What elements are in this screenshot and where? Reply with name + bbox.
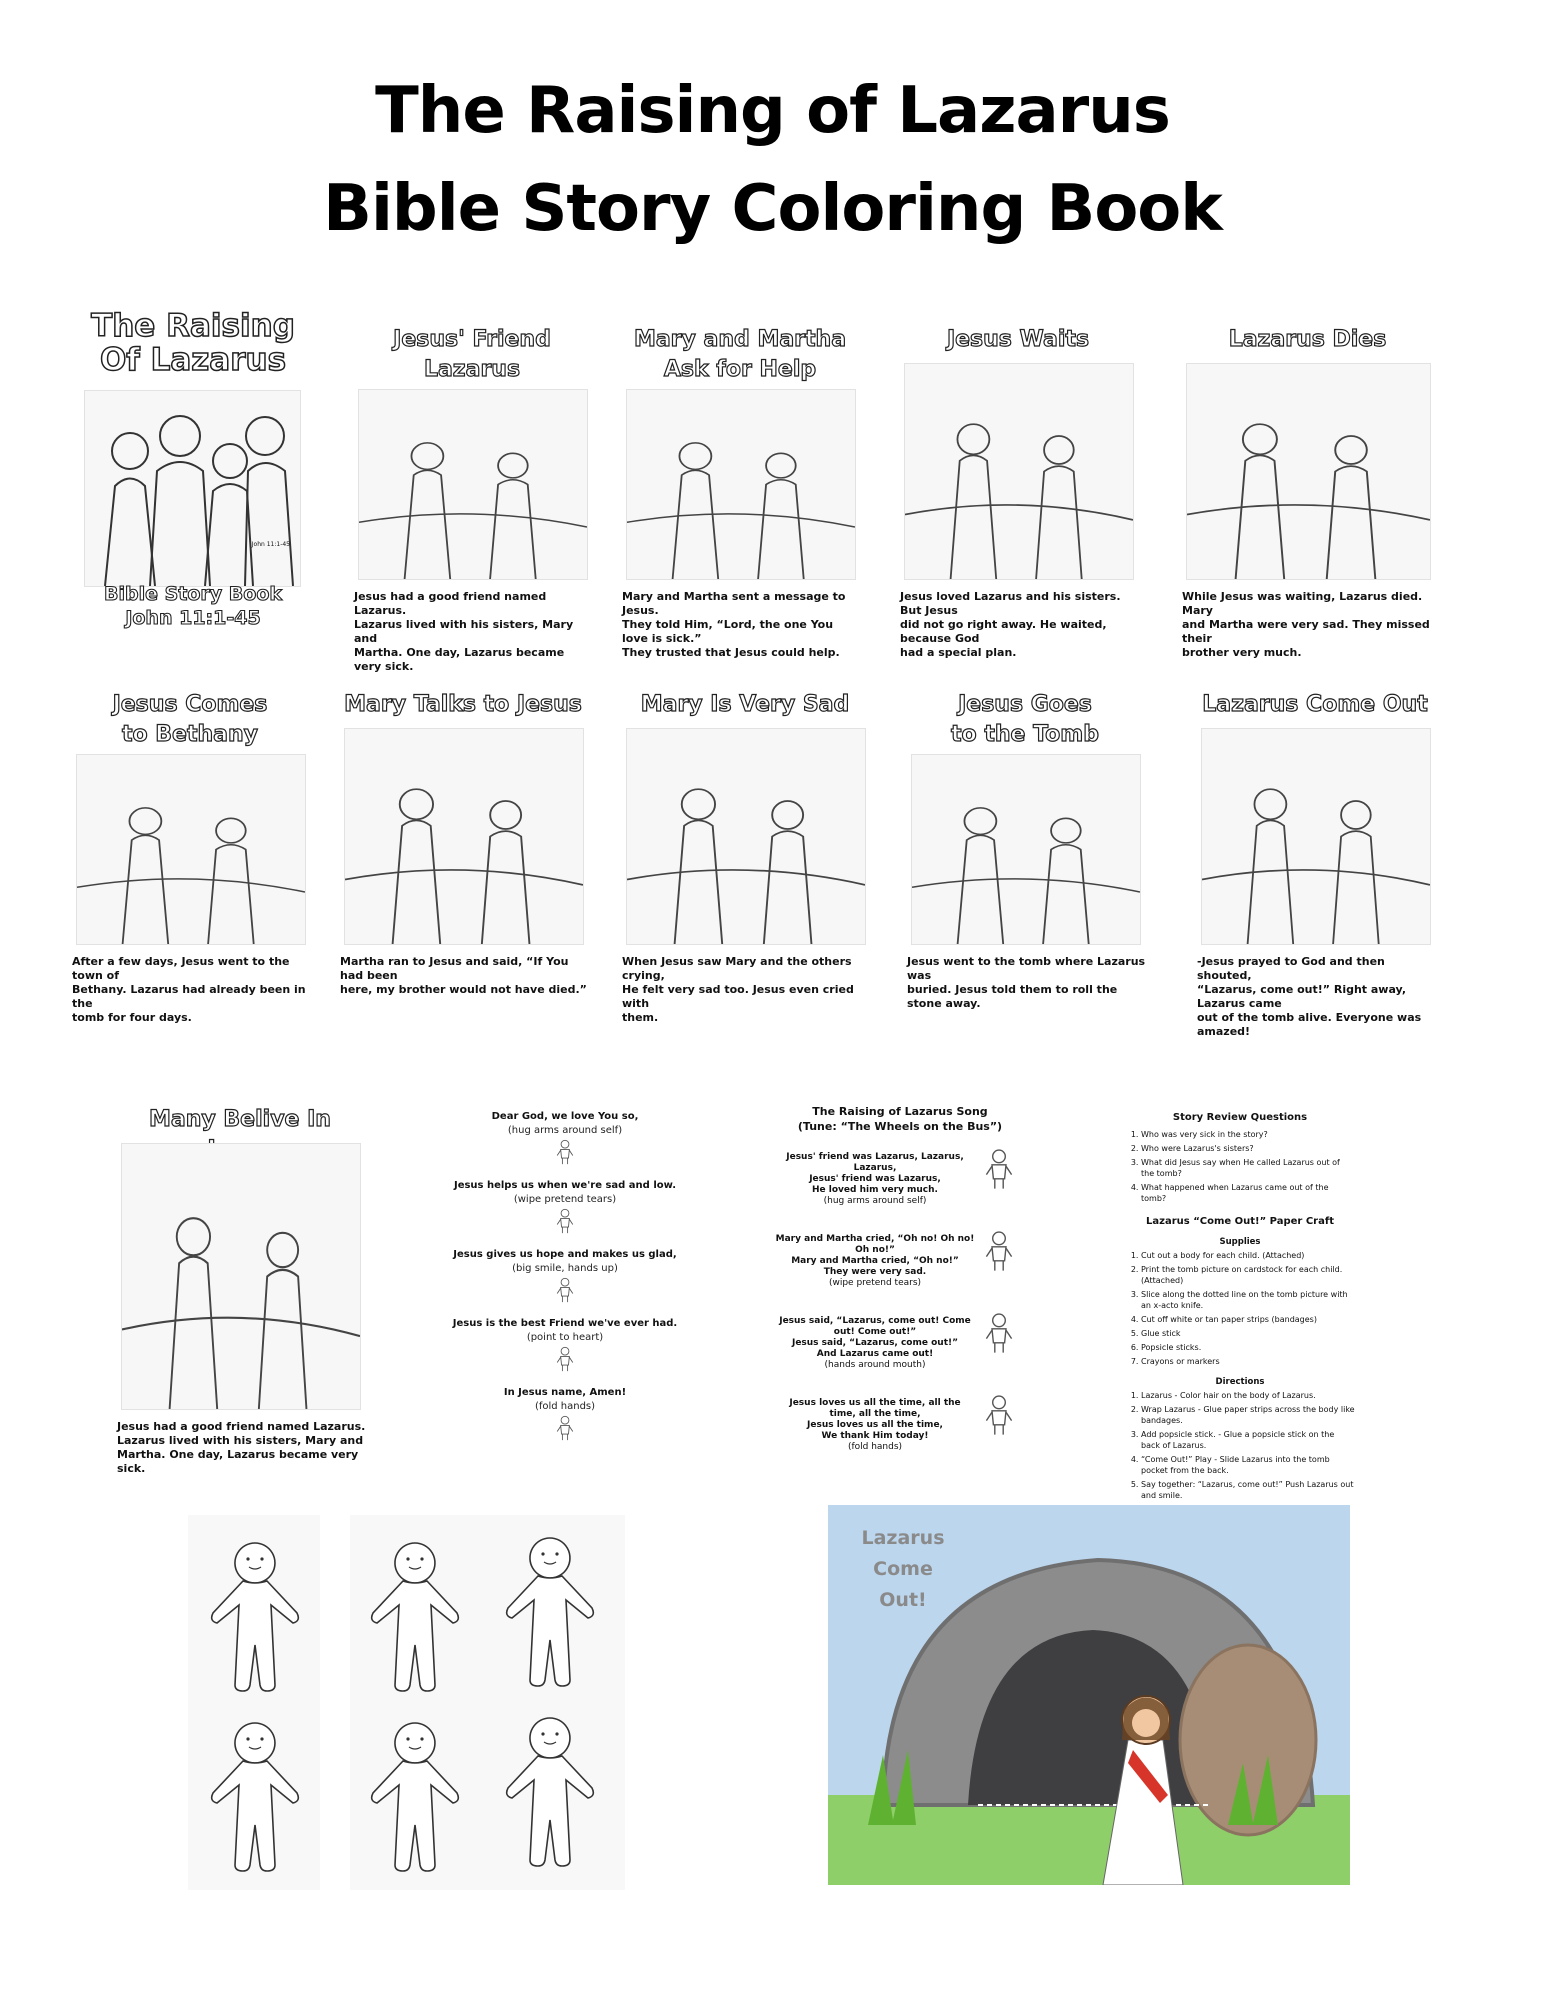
cover-title-line-1: The Raising — [91, 308, 295, 344]
caption-line: here, my brother would not have died.” — [340, 983, 587, 996]
song-line: Jesus loves us all the time, all the time, all the time, — [789, 1398, 961, 1419]
direction-step: 4. “Come Out!” Play - Slide Lazarus into the tomb pocket from the back. — [1141, 1454, 1355, 1476]
song-verse-text — [775, 1152, 975, 1207]
caption-line: After a few days, Jesus went to the town of — [72, 955, 290, 982]
cover-subtitle: Bible Story Book — [103, 583, 283, 605]
prayer-action: (fold hands) — [534, 1401, 596, 1412]
story-page-title: Many Belive In — [149, 1107, 331, 1132]
prayer-line: Dear God, we love You so, — [491, 1111, 639, 1122]
story-page-caption — [622, 590, 862, 660]
story-page-title: to the Tomb — [951, 722, 1099, 747]
caption-line: and Martha were very sad. They missed their — [1182, 618, 1430, 645]
directions-title: Directions — [1215, 1377, 1265, 1387]
prayer-line: Jesus helps us when we're sad and low. — [453, 1180, 677, 1191]
prayer-action: (wipe pretend tears) — [513, 1194, 617, 1205]
caption-line: Jesus had a good friend named Lazarus. — [117, 1420, 366, 1433]
caption-line: out of the tomb alive. Everyone was amazed! — [1197, 1011, 1422, 1038]
caption-line: -Jesus prayed to God and then shouted, — [1197, 955, 1385, 982]
story-page-title: Jesus Goes — [958, 692, 1092, 717]
song-line: They were very sad. — [823, 1267, 927, 1277]
story-page-illustration — [344, 728, 584, 945]
craft-label-line-2: Come — [873, 1558, 933, 1580]
child-figure-icon — [440, 1415, 690, 1441]
cover-illustration — [84, 390, 301, 587]
review-title: Story Review Questions — [1172, 1112, 1308, 1123]
song-verse-text — [775, 1234, 975, 1289]
story-page-title: Mary and Martha — [633, 327, 847, 352]
paper-body-cutout-icon — [500, 1710, 600, 1870]
story-page — [1180, 325, 1435, 670]
song-action: (fold hands) — [847, 1442, 903, 1452]
supply-item: 5. Glue stick — [1141, 1328, 1355, 1339]
prayer-stanza — [440, 1248, 690, 1303]
prayer-action: (big smile, hands up) — [512, 1263, 618, 1274]
story-page — [905, 690, 1145, 1035]
caption-line: Mary and Martha sent a message to Jesus. — [622, 590, 846, 617]
cover-page — [78, 305, 308, 635]
story-page — [70, 690, 310, 1035]
prayer-action: (point to heart) — [526, 1332, 604, 1343]
story-page-title: Lazarus — [423, 357, 521, 382]
story-page-caption — [354, 590, 594, 674]
caption-line: Martha. One day, Lazarus became very sick. — [117, 1448, 359, 1475]
caption-line: tomb for four days. — [72, 1011, 192, 1024]
supply-item: 4. Cut off white or tan paper strips (bandages) — [1141, 1314, 1355, 1325]
story-page-illustration — [1186, 363, 1431, 580]
story-page-title: Lazarus Come Out — [1202, 692, 1428, 717]
prayer-stanza — [440, 1110, 690, 1165]
review-question: 3. What did Jesus say when He called Lazarus out of the tomb? — [1141, 1157, 1355, 1179]
cover-badge: John 11:1-45 — [251, 541, 290, 548]
song-line: We thank Him today! — [821, 1431, 929, 1441]
story-page-title: Jesus Waits — [946, 327, 1090, 352]
song-tune: (Tune: “The Wheels on the Bus”) — [797, 1120, 1003, 1133]
song-title: The Raising of Lazarus Song — [812, 1105, 988, 1118]
craft-label-line-3: Out! — [879, 1589, 927, 1611]
caption-line: Lazarus lived with his sisters, Mary and — [354, 618, 574, 645]
paper-body-cutout-icon — [365, 1535, 465, 1695]
caption-line: “Lazarus, come out!” Right away, Lazarus came — [1197, 983, 1407, 1010]
song-action: (hug arms around self) — [823, 1196, 927, 1206]
paper-body-cutout-icon — [500, 1530, 600, 1690]
direction-step: 2. Wrap Lazarus - Glue paper strips across the body like bandages. — [1141, 1404, 1355, 1426]
paper-body-cutout-icon — [205, 1715, 305, 1875]
caption-line: Jesus had a good friend named Lazarus. — [354, 590, 547, 617]
supply-item: 7. Crayons or markers — [1141, 1356, 1355, 1367]
song-verse — [775, 1146, 1025, 1216]
prayer-line: In Jesus name, Amen! — [503, 1387, 627, 1398]
story-page-caption — [907, 955, 1147, 1011]
supply-item: 1. Cut out a body for each child. (Attached) — [1141, 1250, 1355, 1261]
story-page — [898, 325, 1138, 670]
song-action: (hands around mouth) — [824, 1360, 926, 1370]
caption-line: They trusted that Jesus could help. — [622, 646, 840, 659]
prayer-section — [440, 1110, 690, 1455]
supplies-list — [1125, 1250, 1355, 1367]
story-page-illustration — [358, 389, 588, 580]
song-line: Jesus said, “Lazarus, come out!” — [791, 1338, 959, 1348]
direction-step: 3. Add popsicle stick. - Glue a popsicle stick on the back of Lazarus. — [1141, 1429, 1355, 1451]
story-page-title: Lazarus Dies — [1228, 327, 1387, 352]
caption-line: Martha ran to Jesus and said, “If You had been — [340, 955, 569, 982]
prayer-line: Jesus is the best Friend we've ever had. — [452, 1318, 678, 1329]
song-line: Mary and Martha cried, “Oh no!” — [791, 1256, 959, 1266]
prayer-stanza — [440, 1179, 690, 1234]
story-page-caption — [1197, 955, 1437, 1039]
song-line: Mary and Martha cried, “Oh no! Oh no! Oh no!” — [775, 1234, 975, 1255]
craft-title: Lazarus “Come Out!” Paper Craft — [1146, 1216, 1334, 1227]
song-verse-text — [775, 1316, 975, 1371]
story-page-illustration — [121, 1143, 361, 1410]
story-page — [1195, 690, 1435, 1038]
story-page-title: to Bethany — [121, 722, 258, 747]
caption-line: When Jesus saw Mary and the others crying, — [622, 955, 852, 982]
song-line: Jesus' friend was Lazarus, Lazarus, Lazarus, — [786, 1152, 964, 1173]
review-questions — [1125, 1129, 1355, 1204]
story-page-caption — [622, 955, 872, 1025]
story-page-title: Jesus Comes — [112, 692, 268, 717]
story-page-title: Ask for Help — [663, 357, 817, 382]
caption-line: Jesus loved Lazarus and his sisters. But Jesus — [900, 590, 1121, 617]
title-line-1: The Raising of Lazarus — [375, 74, 1170, 148]
story-page — [338, 690, 588, 1035]
caption-line: did not go right away. He waited, because God — [900, 618, 1107, 645]
title-line-2: Bible Story Coloring Book — [323, 172, 1222, 246]
caption-line: They told Him, “Lord, the one You love is sick.” — [622, 618, 834, 645]
caption-line: Martha. One day, Lazarus became very sick. — [354, 646, 565, 673]
review-section — [1125, 1112, 1355, 1504]
song-verse-text — [775, 1398, 975, 1453]
story-page-caption — [1182, 590, 1437, 660]
story-page-title: Mary Talks to Jesus — [344, 692, 582, 717]
story-page — [352, 325, 592, 673]
paper-body-cutout-icon — [365, 1715, 465, 1875]
song-line: Jesus loves us all the time, — [807, 1420, 943, 1430]
story-page — [115, 1105, 366, 1475]
story-page — [620, 690, 870, 1035]
prayer-line: Jesus gives us hope and makes us glad, — [453, 1249, 677, 1260]
craft-label-line-1: Lazarus — [861, 1527, 945, 1549]
caption-line: While Jesus was waiting, Lazarus died. Mary — [1182, 590, 1423, 617]
directions-list — [1125, 1390, 1355, 1501]
story-page-illustration — [904, 363, 1134, 580]
story-page-caption — [72, 955, 312, 1025]
song-action: (wipe pretend tears) — [828, 1278, 922, 1288]
review-question: 4. What happened when Lazarus came out of the tomb? — [1141, 1182, 1355, 1204]
story-page-caption — [900, 590, 1140, 660]
song-line: And Lazarus came out! — [816, 1349, 934, 1359]
story-page-caption — [117, 1420, 367, 1476]
caption-line: brother very much. — [1182, 646, 1302, 659]
supply-item: 3. Slice along the dotted line on the tomb picture with an x-acto knife. — [1141, 1289, 1355, 1311]
story-page-title: Jesus' Friend — [393, 327, 551, 352]
caption-line: buried. Jesus told them to roll the stone away. — [907, 983, 1118, 1010]
review-question: 2. Who were Lazarus's sisters? — [1141, 1143, 1355, 1154]
direction-step: 5. Say together: “Lazarus, come out!” Push Lazarus out and smile. — [1141, 1479, 1355, 1501]
song-line: Jesus said, “Lazarus, come out! Come out! Come out!” — [779, 1316, 971, 1337]
child-figure-icon — [440, 1139, 690, 1165]
story-page — [620, 325, 860, 670]
song-verse — [775, 1228, 1025, 1298]
caption-line: Lazarus lived with his sisters, Mary and — [117, 1434, 364, 1447]
caption-line: them. — [622, 1011, 659, 1024]
story-page-illustration — [76, 754, 306, 945]
supply-item: 6. Popsicle sticks. — [1141, 1342, 1355, 1353]
supplies-title: Supplies — [1219, 1237, 1261, 1247]
supply-item: 2. Print the tomb picture on cardstock for each child. (Attached) — [1141, 1264, 1355, 1286]
story-page-caption — [340, 955, 590, 997]
story-page-illustration — [911, 754, 1141, 945]
song-line: He loved him very much. — [812, 1185, 938, 1195]
craft-label — [828, 1523, 978, 1616]
prayer-action: (hug arms around self) — [507, 1125, 623, 1136]
page-title — [0, 62, 1545, 258]
story-page-illustration — [626, 728, 866, 945]
song-line: Jesus' friend was Lazarus, — [809, 1174, 941, 1184]
song-verse — [775, 1310, 1025, 1380]
caption-line: Jesus went to the tomb where Lazarus was — [907, 955, 1146, 982]
prayer-stanza — [440, 1386, 690, 1441]
direction-step: 1. Lazarus - Color hair on the body of Lazarus. — [1141, 1390, 1355, 1401]
cover-title-line-2: Of Lazarus — [99, 342, 287, 378]
cover-reference: John 11:1-45 — [125, 607, 261, 629]
paper-body-cutout-icon — [205, 1535, 305, 1695]
story-page-illustration — [1201, 728, 1431, 945]
story-page-title: Mary Is Very Sad — [640, 692, 850, 717]
craft-picture — [828, 1505, 1350, 1885]
song-section — [775, 1104, 1025, 1462]
child-figure-icon — [440, 1208, 690, 1234]
child-figure-icon — [440, 1277, 690, 1303]
review-question: 1. Who was very sick in the story? — [1141, 1129, 1355, 1140]
caption-line: had a special plan. — [900, 646, 1017, 659]
prayer-stanza — [440, 1317, 690, 1372]
caption-line: He felt very sad too. Jesus even cried with — [622, 983, 854, 1010]
song-verse — [775, 1392, 1025, 1462]
story-page-illustration — [626, 389, 856, 580]
caption-line: Bethany. Lazarus had already been in the — [72, 983, 306, 1010]
child-figure-icon — [440, 1346, 690, 1372]
